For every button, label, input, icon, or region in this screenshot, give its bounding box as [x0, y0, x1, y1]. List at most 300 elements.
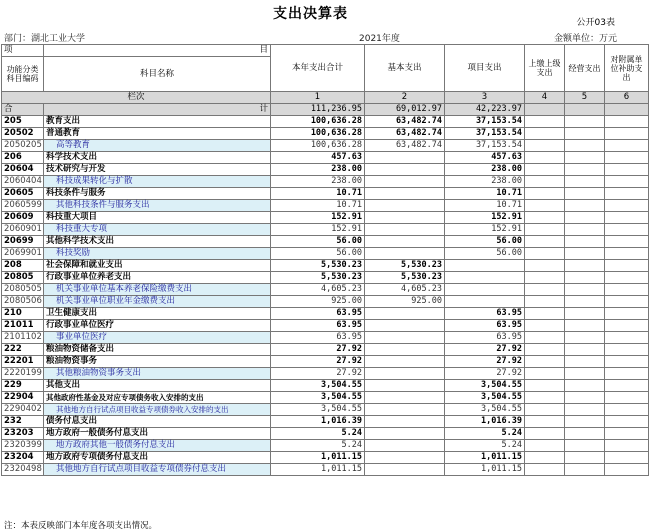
row-subsidy	[605, 356, 649, 368]
row-business	[565, 272, 605, 284]
row-basic	[365, 380, 445, 392]
lanci-label: 栏次	[2, 92, 271, 104]
row-subsidy	[605, 236, 649, 248]
total-ji: 计	[44, 104, 271, 116]
row-total: 27.92	[271, 344, 365, 356]
row-total: 10.71	[271, 188, 365, 200]
row-business	[565, 212, 605, 224]
row-total: 152.91	[271, 212, 365, 224]
row-basic	[365, 416, 445, 428]
row-upper	[525, 236, 565, 248]
row-total: 152.91	[271, 224, 365, 236]
row-subsidy	[605, 308, 649, 320]
row-code: 232	[2, 416, 44, 428]
column-index: 5	[565, 92, 605, 104]
row-upper	[525, 344, 565, 356]
table-row	[2, 224, 649, 236]
row-name: 地方政府其他一般债务付息支出	[44, 440, 271, 452]
header-basic: 基本支出	[365, 45, 445, 92]
header-xiang: 项	[2, 45, 44, 57]
row-business	[565, 428, 605, 440]
row-business	[565, 152, 605, 164]
row-subsidy	[605, 248, 649, 260]
row-code: 2080506	[2, 296, 44, 308]
table-row	[2, 152, 649, 164]
row-project: 27.92	[445, 368, 525, 380]
header-row-top	[2, 45, 649, 57]
column-index: 2	[365, 92, 445, 104]
column-index-row	[2, 92, 649, 104]
total-he: 合	[2, 104, 44, 116]
row-code: 20609	[2, 212, 44, 224]
row-upper	[525, 404, 565, 416]
row-project: 3,504.55	[445, 392, 525, 404]
row-subsidy	[605, 296, 649, 308]
table-row	[2, 140, 649, 152]
row-upper	[525, 332, 565, 344]
row-subsidy	[605, 116, 649, 128]
row-code: 2320498	[2, 464, 44, 476]
row-project	[445, 296, 525, 308]
row-code: 20604	[2, 164, 44, 176]
row-subsidy	[605, 284, 649, 296]
row-business	[565, 344, 605, 356]
table-row	[2, 356, 649, 368]
row-basic: 63,482.74	[365, 140, 445, 152]
row-subsidy	[605, 152, 649, 164]
row-name: 科学技术支出	[44, 152, 271, 164]
row-code: 20502	[2, 128, 44, 140]
header-business: 经营支出	[565, 45, 605, 92]
row-basic: 5,530.23	[365, 272, 445, 284]
row-subsidy	[605, 140, 649, 152]
column-index: 3	[445, 92, 525, 104]
row-business	[565, 116, 605, 128]
row-project	[445, 284, 525, 296]
row-name: 行政事业单位养老支出	[44, 272, 271, 284]
total-amount: 111,236.95	[271, 104, 365, 116]
row-basic: 63,482.74	[365, 128, 445, 140]
row-project	[445, 260, 525, 272]
row-code: 206	[2, 152, 44, 164]
row-business	[565, 236, 605, 248]
row-basic	[365, 320, 445, 332]
row-project: 5.24	[445, 428, 525, 440]
table-row	[2, 428, 649, 440]
row-basic	[365, 392, 445, 404]
header-name: 科目名称	[44, 57, 271, 92]
row-code: 20805	[2, 272, 44, 284]
row-business	[565, 308, 605, 320]
row-code: 2060599	[2, 200, 44, 212]
row-total: 5,530.23	[271, 272, 365, 284]
row-subsidy	[605, 164, 649, 176]
row-upper	[525, 380, 565, 392]
row-basic	[365, 248, 445, 260]
row-basic	[365, 464, 445, 476]
row-project: 10.71	[445, 188, 525, 200]
row-upper	[525, 128, 565, 140]
row-project: 1,011.15	[445, 452, 525, 464]
row-total: 63.95	[271, 320, 365, 332]
row-project: 37,153.54	[445, 128, 525, 140]
table-row	[2, 212, 649, 224]
row-basic	[365, 188, 445, 200]
row-upper	[525, 428, 565, 440]
row-business	[565, 296, 605, 308]
row-code: 2220199	[2, 368, 44, 380]
row-name: 机关事业单位基本养老保险缴费支出	[44, 284, 271, 296]
row-upper	[525, 164, 565, 176]
row-subsidy	[605, 344, 649, 356]
row-total: 1,016.39	[271, 416, 365, 428]
table-row	[2, 116, 649, 128]
row-project: 1,016.39	[445, 416, 525, 428]
table-row	[2, 248, 649, 260]
row-project: 5.24	[445, 440, 525, 452]
row-total: 27.92	[271, 356, 365, 368]
total-upper	[525, 104, 565, 116]
row-name: 普通教育	[44, 128, 271, 140]
row-business	[565, 332, 605, 344]
row-code: 222	[2, 344, 44, 356]
row-name: 其他政府性基金及对应专项债务收入安排的支出	[44, 392, 271, 404]
row-upper	[525, 392, 565, 404]
table-row	[2, 452, 649, 464]
row-name: 科技重大项目	[44, 212, 271, 224]
row-business	[565, 200, 605, 212]
row-code: 2080505	[2, 284, 44, 296]
row-subsidy	[605, 404, 649, 416]
row-upper	[525, 140, 565, 152]
row-total: 457.63	[271, 152, 365, 164]
row-code: 22904	[2, 392, 44, 404]
table-row	[2, 332, 649, 344]
table-row	[2, 176, 649, 188]
row-total: 100,636.28	[271, 116, 365, 128]
row-total: 100,636.28	[271, 140, 365, 152]
row-business	[565, 284, 605, 296]
row-business	[565, 224, 605, 236]
table-row	[2, 188, 649, 200]
table-row	[2, 128, 649, 140]
row-upper	[525, 212, 565, 224]
table-row	[2, 404, 649, 416]
row-total: 56.00	[271, 236, 365, 248]
row-business	[565, 164, 605, 176]
row-project: 56.00	[445, 236, 525, 248]
row-name: 行政事业单位医疗	[44, 320, 271, 332]
table-row	[2, 464, 649, 476]
row-business	[565, 368, 605, 380]
table-row	[2, 368, 649, 380]
row-total: 3,504.55	[271, 392, 365, 404]
row-total: 5.24	[271, 440, 365, 452]
row-name: 科技条件与服务	[44, 188, 271, 200]
row-total: 63.95	[271, 332, 365, 344]
row-subsidy	[605, 320, 649, 332]
row-subsidy	[605, 452, 649, 464]
row-name: 粮油物资储备支出	[44, 344, 271, 356]
row-total: 63.95	[271, 308, 365, 320]
row-project: 63.95	[445, 332, 525, 344]
row-project: 238.00	[445, 176, 525, 188]
row-subsidy	[605, 224, 649, 236]
row-basic: 925.00	[365, 296, 445, 308]
row-code: 2060404	[2, 176, 44, 188]
row-upper	[525, 296, 565, 308]
row-upper	[525, 248, 565, 260]
row-total: 1,011.15	[271, 452, 365, 464]
table-row	[2, 296, 649, 308]
row-project: 3,504.55	[445, 380, 525, 392]
table-row	[2, 236, 649, 248]
table-row	[2, 164, 649, 176]
row-total: 5.24	[271, 428, 365, 440]
row-subsidy	[605, 128, 649, 140]
row-upper	[525, 416, 565, 428]
row-subsidy	[605, 392, 649, 404]
row-code: 2060901	[2, 224, 44, 236]
row-total: 3,504.55	[271, 380, 365, 392]
row-code: 21011	[2, 320, 44, 332]
row-name: 地方政府专项债务付息支出	[44, 452, 271, 464]
total-project: 42,223.97	[445, 104, 525, 116]
header-subsidy: 对附属单位补助支出	[605, 45, 649, 92]
row-total: 3,504.55	[271, 404, 365, 416]
row-total: 27.92	[271, 368, 365, 380]
row-project: 27.92	[445, 344, 525, 356]
row-name: 地方政府一般债务付息支出	[44, 428, 271, 440]
column-index: 1	[271, 92, 365, 104]
row-basic	[365, 356, 445, 368]
table-row	[2, 200, 649, 212]
row-project: 3,504.55	[445, 404, 525, 416]
row-business	[565, 188, 605, 200]
row-name: 科技奖励	[44, 248, 271, 260]
row-basic: 4,605.23	[365, 284, 445, 296]
row-business	[565, 356, 605, 368]
row-name: 技术研究与开发	[44, 164, 271, 176]
row-project: 152.91	[445, 212, 525, 224]
row-name: 粮油物资事务	[44, 356, 271, 368]
row-subsidy	[605, 368, 649, 380]
row-business	[565, 416, 605, 428]
row-business	[565, 440, 605, 452]
row-subsidy	[605, 200, 649, 212]
row-basic	[365, 224, 445, 236]
department-label: 部门：湖北工业大学	[4, 34, 86, 44]
row-business	[565, 176, 605, 188]
row-project: 37,153.54	[445, 140, 525, 152]
expenditure-table	[1, 44, 649, 476]
row-basic	[365, 428, 445, 440]
row-basic	[365, 212, 445, 224]
row-subsidy	[605, 176, 649, 188]
row-subsidy	[605, 380, 649, 392]
row-name: 其他支出	[44, 380, 271, 392]
row-business	[565, 404, 605, 416]
row-total: 5,530.23	[271, 260, 365, 272]
row-basic	[365, 332, 445, 344]
row-project: 63.95	[445, 320, 525, 332]
header-code: 功能分类科目编码	[2, 57, 44, 92]
table-row	[2, 320, 649, 332]
row-code: 2050205	[2, 140, 44, 152]
row-total: 100,636.28	[271, 128, 365, 140]
row-name: 社会保障和就业支出	[44, 260, 271, 272]
row-project: 56.00	[445, 248, 525, 260]
header-total: 本年支出合计	[271, 45, 365, 92]
row-upper	[525, 272, 565, 284]
table-row	[2, 284, 649, 296]
row-project: 238.00	[445, 164, 525, 176]
row-business	[565, 392, 605, 404]
row-name: 机关事业单位职业年金缴费支出	[44, 296, 271, 308]
row-upper	[525, 176, 565, 188]
form-number: 公开03表	[576, 18, 615, 28]
header-mu: 目	[44, 45, 271, 57]
row-subsidy	[605, 272, 649, 284]
row-subsidy	[605, 428, 649, 440]
row-basic	[365, 440, 445, 452]
row-upper	[525, 284, 565, 296]
total-subsidy	[605, 104, 649, 116]
row-basic	[365, 344, 445, 356]
row-upper	[525, 320, 565, 332]
row-business	[565, 248, 605, 260]
table-row	[2, 440, 649, 452]
row-code: 205	[2, 116, 44, 128]
row-name: 教育支出	[44, 116, 271, 128]
row-project: 27.92	[445, 356, 525, 368]
row-project: 63.95	[445, 308, 525, 320]
row-subsidy	[605, 464, 649, 476]
table-row	[2, 392, 649, 404]
row-total: 10.71	[271, 200, 365, 212]
footnote: 注：本表反映部门本年度各项支出情况。	[4, 521, 158, 531]
fiscal-year-label: 2021年度	[359, 34, 400, 44]
row-basic	[365, 164, 445, 176]
row-subsidy	[605, 188, 649, 200]
row-code: 2069901	[2, 248, 44, 260]
row-project: 10.71	[445, 200, 525, 212]
row-code: 229	[2, 380, 44, 392]
row-subsidy	[605, 332, 649, 344]
row-basic	[365, 404, 445, 416]
row-project	[445, 272, 525, 284]
row-name: 卫生健康支出	[44, 308, 271, 320]
row-subsidy	[605, 440, 649, 452]
row-basic	[365, 308, 445, 320]
row-upper	[525, 440, 565, 452]
row-subsidy	[605, 212, 649, 224]
row-business	[565, 128, 605, 140]
row-name: 科技成果转化与扩散	[44, 176, 271, 188]
row-upper	[525, 152, 565, 164]
row-name: 科技重大专项	[44, 224, 271, 236]
row-name: 债务付息支出	[44, 416, 271, 428]
table-row	[2, 272, 649, 284]
row-subsidy	[605, 260, 649, 272]
column-index: 4	[525, 92, 565, 104]
row-total: 925.00	[271, 296, 365, 308]
row-business	[565, 140, 605, 152]
header-upper: 上缴上级支出	[525, 45, 565, 92]
row-basic	[365, 152, 445, 164]
table-row	[2, 416, 649, 428]
row-total: 4,605.23	[271, 284, 365, 296]
table-row	[2, 308, 649, 320]
row-business	[565, 320, 605, 332]
row-project: 152.91	[445, 224, 525, 236]
row-basic	[365, 452, 445, 464]
column-index: 6	[605, 92, 649, 104]
row-total: 238.00	[271, 164, 365, 176]
row-code: 2320399	[2, 440, 44, 452]
row-code: 23203	[2, 428, 44, 440]
row-basic	[365, 368, 445, 380]
header-project: 项目支出	[445, 45, 525, 92]
row-upper	[525, 116, 565, 128]
table-row	[2, 260, 649, 272]
row-business	[565, 464, 605, 476]
row-business	[565, 380, 605, 392]
row-upper	[525, 224, 565, 236]
row-code: 2290402	[2, 404, 44, 416]
total-row	[2, 104, 649, 116]
row-code: 23204	[2, 452, 44, 464]
row-project: 37,153.54	[445, 116, 525, 128]
row-code: 22201	[2, 356, 44, 368]
row-total: 238.00	[271, 176, 365, 188]
row-name: 高等教育	[44, 140, 271, 152]
row-business	[565, 452, 605, 464]
table-row	[2, 380, 649, 392]
table-row	[2, 344, 649, 356]
row-code: 20605	[2, 188, 44, 200]
row-total: 1,011.15	[271, 464, 365, 476]
row-upper	[525, 260, 565, 272]
row-name: 其他科学技术支出	[44, 236, 271, 248]
row-business	[565, 260, 605, 272]
row-upper	[525, 368, 565, 380]
row-name: 其他粮油物资事务支出	[44, 368, 271, 380]
total-business	[565, 104, 605, 116]
row-subsidy	[605, 416, 649, 428]
row-basic	[365, 176, 445, 188]
row-project: 1,011.15	[445, 464, 525, 476]
row-basic: 5,530.23	[365, 260, 445, 272]
row-code: 20699	[2, 236, 44, 248]
row-name: 事业单位医疗	[44, 332, 271, 344]
amount-unit-label: 金额单位：万元	[553, 34, 617, 44]
row-project: 457.63	[445, 152, 525, 164]
report-info-bar	[4, 31, 617, 43]
row-upper	[525, 200, 565, 212]
row-code: 2101102	[2, 332, 44, 344]
row-name: 其他地方自行试点项目收益专项债券收入安排的支出	[44, 404, 271, 416]
row-total: 56.00	[271, 248, 365, 260]
row-upper	[525, 464, 565, 476]
row-code: 210	[2, 308, 44, 320]
row-upper	[525, 452, 565, 464]
row-basic	[365, 236, 445, 248]
row-basic	[365, 200, 445, 212]
total-basic: 69,012.97	[365, 104, 445, 116]
row-basic: 63,482.74	[365, 116, 445, 128]
row-upper	[525, 308, 565, 320]
